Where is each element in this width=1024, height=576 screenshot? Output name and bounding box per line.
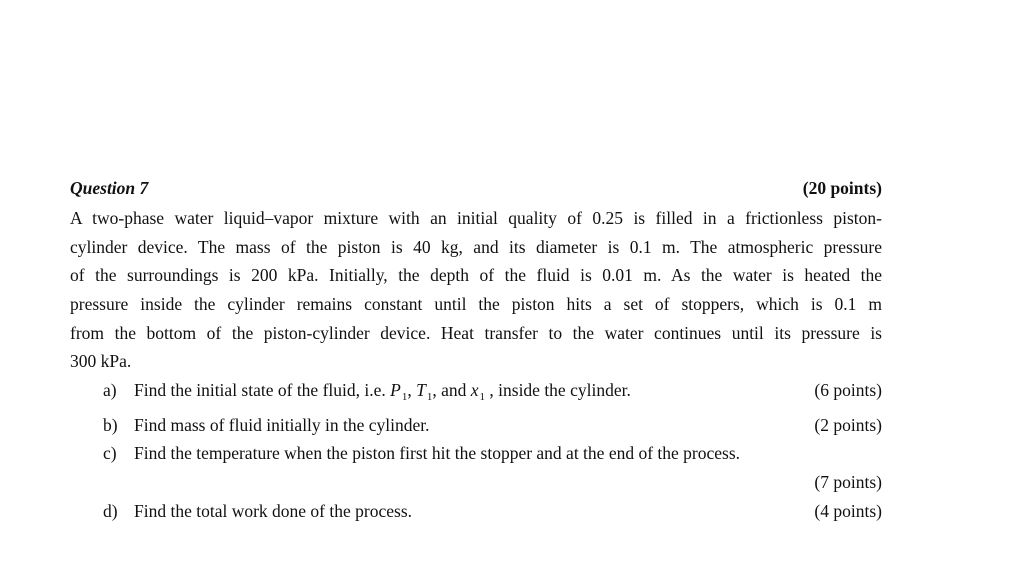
part-b-text: Find mass of fluid initially in the cylinder. [134,415,430,435]
var-t: T [416,380,426,400]
body-line: A two-phase water liquid–vapor mixture with an initial quality of 0.25 is filled in a frictionless piston- [70,208,882,228]
part-a-label: a) [103,380,117,400]
body-line: of the surroundings is 200 kPa. Initially, the depth of the fluid is 0.01 m. As the water is heated the [70,265,882,285]
question-header [70,178,882,204]
part-c-label: c) [103,443,117,463]
part-d [103,499,882,525]
question-total-points: (20 points) [802,178,882,198]
body-line: pressure inside the cylinder remains constant until the piston hits a set of stoppers, which is 0.1 m [70,294,882,314]
part-b-label: b) [103,415,118,435]
part-b [103,413,882,439]
part-d-points: (4 points) [814,501,882,521]
part-c-text: Find the temperature when the piston first hit the stopper and at the end of the process. [134,443,741,463]
part-a-text: Find the initial state of the fluid, i.e. $P_1$, $T_1$, and $x_1$ , inside the cylinder. [134,380,631,403]
question-title: Question 7 [70,178,149,198]
body-line: 300 kPa. [70,351,132,371]
body-line: from the bottom of the piston-cylinder device. Heat transfer to the water continues until its pressure is [70,323,882,343]
part-a-points: (6 points) [814,380,882,400]
part-a [103,378,882,404]
var-x: x [470,380,479,400]
part-c [103,441,882,467]
part-d-label: d) [103,501,118,521]
part-d-text: Find the total work done of the process. [134,501,413,521]
part-c-points: (7 points) [814,472,882,492]
var-p: P [390,380,401,400]
part-b-points: (2 points) [814,415,882,435]
body-line: cylinder device. The mass of the piston is 40 kg, and its diameter is 0.1 m. The atmospheric pressure [70,237,882,257]
